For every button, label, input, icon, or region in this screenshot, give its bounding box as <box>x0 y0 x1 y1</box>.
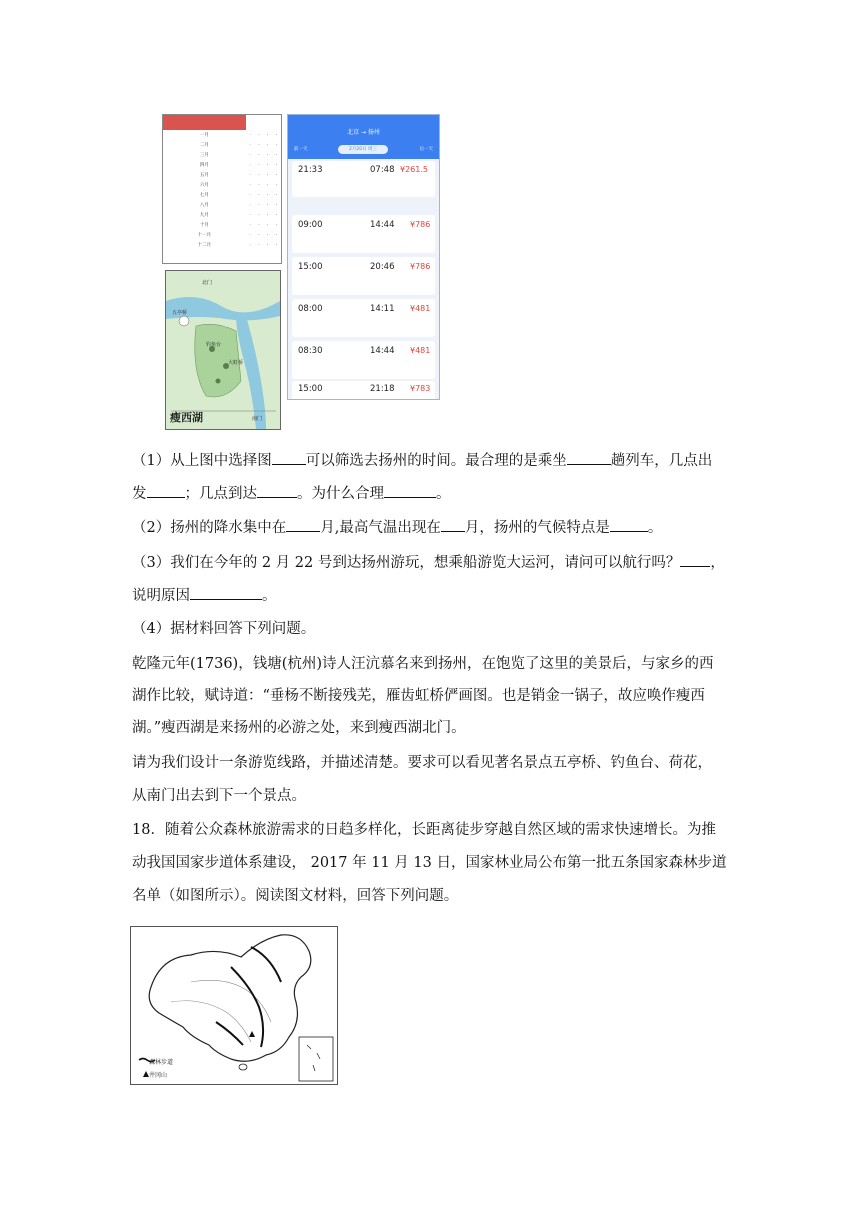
answer-blank[interactable] <box>680 552 710 567</box>
train-card[interactable] <box>292 299 435 337</box>
q1-text-f: 。为什么合理 <box>297 486 384 502</box>
table-row: 六月 · · · · <box>163 180 281 190</box>
question-2 <box>132 517 662 538</box>
q3-text-c: 说明原因 <box>132 588 190 604</box>
month-cell: 十月 <box>199 223 209 228</box>
map-label-fishing-terrace: 钓鱼台 <box>206 342 222 348</box>
month-cell: 一月 <box>199 133 209 138</box>
park-map-title: 瘦西湖 <box>170 411 203 424</box>
month-cell: 七月 <box>199 193 209 198</box>
legend-mountain-label: 井冈山 <box>149 1072 168 1079</box>
material-paragraph-line: 乾隆元年(1736)，钱塘(杭州)诗人汪沆慕名来到扬州，在饱览了这里的美景后，与家乡的西 <box>132 656 714 672</box>
table-header-cell <box>255 115 264 130</box>
ticket-price: ¥481 <box>410 304 431 313</box>
park-map-figure <box>165 270 281 430</box>
route-title: 北京 → 扬州 <box>347 129 380 136</box>
answer-blank[interactable] <box>567 450 611 465</box>
month-cell: 九月 <box>199 213 209 218</box>
question-3-cont <box>132 585 277 606</box>
ticket-price: ¥786 <box>410 220 431 229</box>
date-selector[interactable]: 2月20日 周三 <box>338 145 388 154</box>
month-cell: 五月 <box>199 173 209 178</box>
arrive-time: 07:48 <box>370 165 395 175</box>
answer-blank[interactable] <box>272 450 306 465</box>
table-row: 三月 · · · · <box>163 150 281 160</box>
q1-text-e: ；几点到达 <box>184 486 257 502</box>
legend-trail-label: 森林步道 <box>149 1059 174 1066</box>
map-label-north-gate: 北门 <box>202 280 213 286</box>
question-4-prompt-line: 从南门出去到下一个景点。 <box>132 788 306 804</box>
train-card[interactable] <box>292 257 435 295</box>
month-cell: 八月 <box>199 203 209 208</box>
arrive-time: 14:44 <box>370 220 395 230</box>
table-header-cell <box>246 115 255 130</box>
q3-text-d: 。 <box>262 588 277 604</box>
month-cell: 四月 <box>199 163 209 168</box>
next-day-button[interactable]: 后一天 <box>419 147 433 152</box>
table-row: 五月 · · · · <box>163 170 281 180</box>
arrive-time: 14:44 <box>370 346 395 356</box>
map-label-five-pavilion-bridge: 五亭桥 <box>172 310 188 316</box>
q1-text-c: 趟列车，几点出 <box>610 453 713 469</box>
table-row: 四月 · · · · <box>163 160 281 170</box>
q2-text-c: 月，扬州的气候特点是 <box>464 520 610 536</box>
ticket-price: ¥786 <box>410 262 431 271</box>
train-card[interactable] <box>292 381 435 400</box>
month-cell: 三月 <box>199 153 209 158</box>
climate-table-figure <box>162 114 282 264</box>
depart-time: 21:33 <box>298 165 323 175</box>
table-row: 十一月 · · · · <box>163 230 281 240</box>
q3-text-a: （3）我们在今年的 2 月 22 号到达扬州游玩，想乘船游览大运河，请问可以航行吗？ <box>132 555 681 571</box>
q1-text-d: 发 <box>132 486 147 502</box>
question-18-line: 名单（如图所示）。阅读图文材料，回答下列问题。 <box>132 888 459 904</box>
ticket-price: ¥783 <box>410 384 431 393</box>
train-app-figure <box>287 114 440 400</box>
answer-blank[interactable] <box>384 483 436 498</box>
map-label-south-gate: 南门 <box>252 416 263 422</box>
answer-blank[interactable] <box>257 483 297 498</box>
depart-time: 15:00 <box>298 262 323 272</box>
table-row: 八月 · · · · <box>163 200 281 210</box>
answer-blank[interactable] <box>441 517 465 532</box>
arrive-time: 21:18 <box>370 384 395 394</box>
climate-table <box>163 115 281 250</box>
table-row: 一月 · · · · <box>163 130 281 140</box>
depart-time: 08:00 <box>298 304 323 314</box>
material-paragraph-line: 湖。”瘦西湖是来扬州的必游之处，来到瘦西湖北门。 <box>132 720 466 736</box>
month-cell: 十二月 <box>197 243 212 248</box>
ticket-price: ¥481 <box>410 346 431 355</box>
month-cell: 六月 <box>199 183 209 188</box>
depart-time: 15:00 <box>298 384 323 394</box>
table-row: 九月 · · · · <box>163 210 281 220</box>
month-cell: 二月 <box>199 143 209 148</box>
table-header-cell <box>163 115 246 130</box>
table-header-cell <box>272 115 281 130</box>
park-map-graphic <box>166 271 280 429</box>
table-row: 七月 · · · · <box>163 190 281 200</box>
q3-text-b: ， <box>710 555 725 571</box>
q2-text-d: 。 <box>647 520 663 536</box>
table-row: 十二月 · · · · <box>163 240 281 250</box>
question-1 <box>132 450 712 471</box>
question-1-cont <box>132 483 451 504</box>
question-4-prompt-line: 请为我们设计一条游览线路，并描述清楚。要求可以看见著名景点五亭桥、钓鱼台、荷花， <box>132 755 712 771</box>
train-card[interactable] <box>292 161 435 197</box>
answer-blank[interactable] <box>190 585 262 600</box>
table-row: 二月 · · · · <box>163 140 281 150</box>
q1-text-a: （1）从上图中选择图 <box>132 453 272 469</box>
q2-text-a: （2）扬州的降水集中在 <box>132 520 287 536</box>
ticket-price: ¥261.5 <box>400 165 428 174</box>
question-4-label: （4）据材料回答下列问题。 <box>132 621 316 637</box>
question-18-line: 18．随着公众森林旅游需求的日趋多样化，长距离徒步穿越自然区域的需求快速增长。为推 <box>132 822 716 838</box>
arrive-time: 20:46 <box>370 262 395 272</box>
q2-text-b: 月,最高气温出现在 <box>320 520 441 536</box>
answer-blank[interactable] <box>610 517 648 532</box>
q1-text-g: 。 <box>436 486 451 502</box>
month-cell: 十一月 <box>197 233 212 238</box>
prev-day-button[interactable]: 前一天 <box>294 147 308 152</box>
material-paragraph-line: 湖作比较，赋诗道：“垂杨不断接残芜，雁齿虹桥俨画图。也是销金一锅子，故应唤作瘦西 <box>132 688 705 704</box>
q1-text-b: 可以筛选去扬州的时间。最合理的是乘坐 <box>305 453 567 469</box>
table-header-cell <box>263 115 272 130</box>
answer-blank[interactable] <box>286 517 320 532</box>
depart-time: 09:00 <box>298 220 323 230</box>
map-label-hong-bridge: 大虹桥 <box>228 360 244 366</box>
train-card[interactable] <box>292 341 435 379</box>
question-3 <box>132 552 725 573</box>
train-card[interactable] <box>292 215 435 253</box>
arrive-time: 14:11 <box>370 304 395 314</box>
china-trail-map-figure <box>130 926 338 1085</box>
depart-time: 08:30 <box>298 346 323 356</box>
question-18-line: 动我国国家步道体系建设， 2017 年 11 月 13 日，国家林业局公布第一批五条国家森林步道 <box>132 855 727 871</box>
answer-blank[interactable] <box>147 483 185 498</box>
table-row: 十月 · · · · <box>163 220 281 230</box>
